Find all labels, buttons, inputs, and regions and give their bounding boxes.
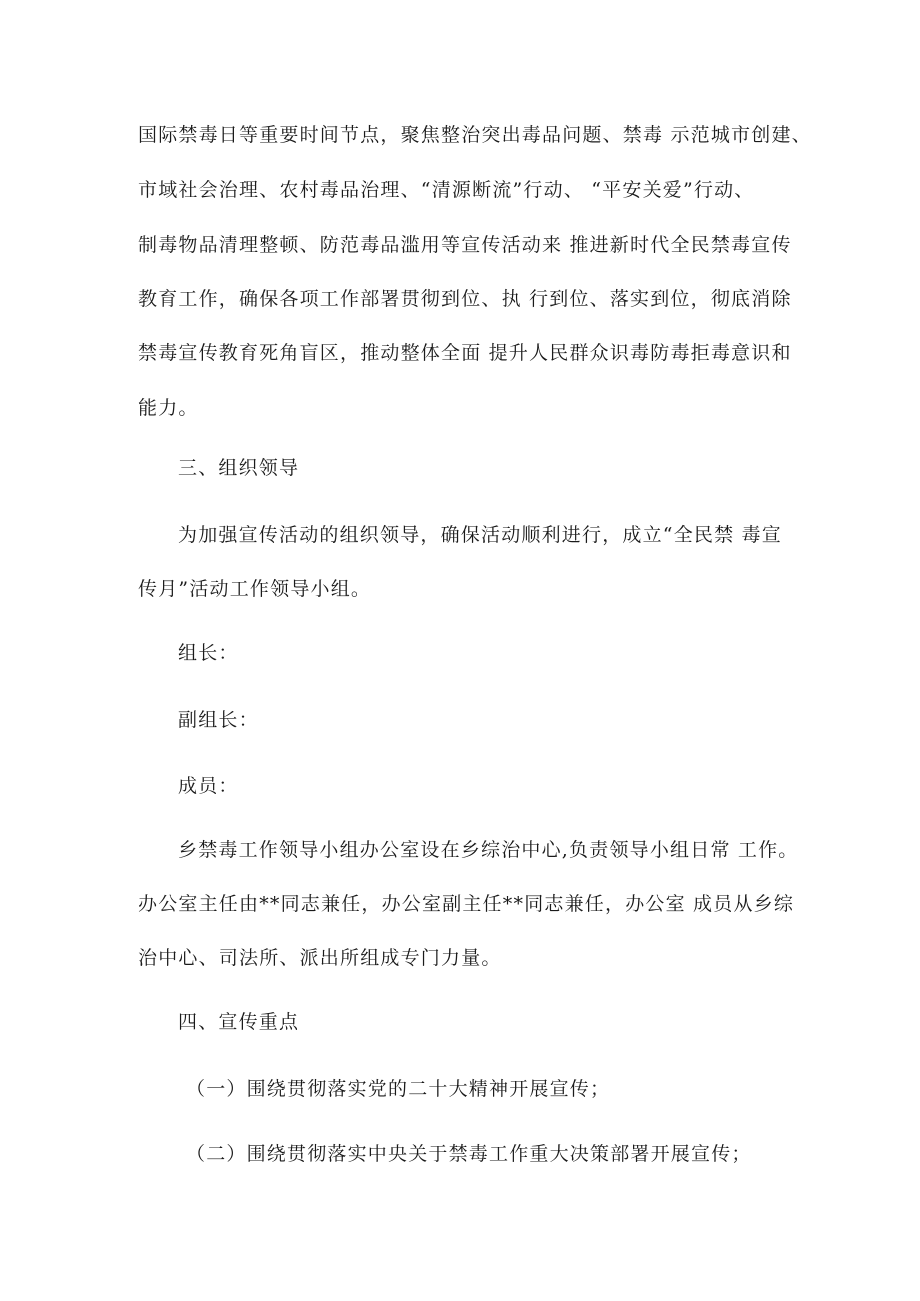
members-label: 成员： <box>178 775 239 797</box>
section-3-line-2: 传月”活动工作领导小组。 <box>138 578 372 600</box>
section-3-heading: 三、组织领导 <box>178 457 300 479</box>
intro-line-3: 制毒物品清理整顿、防范毒品滥用等宣传活动来 推进新时代全民禁毒宣传 <box>138 234 792 256</box>
focus-item-2: （二）围绕贯彻落实中央关于禁毒工作重大决策部署开展宣传； <box>186 1143 752 1165</box>
intro-line-2: 市域社会治理、农村毒品治理、“清源断流”行动、 “平安关爱”行动、 <box>138 179 755 201</box>
leader-label: 组长： <box>178 642 239 664</box>
intro-line-6: 能力。 <box>138 397 199 419</box>
section-4-heading: 四、宣传重点 <box>178 1011 300 1033</box>
office-line-2: 办公室主任由**同志兼任，办公室副主任**同志兼任，办公室 成员从乡综 <box>138 893 795 915</box>
intro-line-5: 禁毒宣传教育死角盲区，推动整体全面 提升人民群众识毒防毒拒毒意识和 <box>138 342 792 364</box>
focus-item-1: （一）围绕贯彻落实党的二十大精神开展宣传； <box>186 1078 611 1100</box>
deputy-leader-label: 副组长： <box>178 709 259 731</box>
office-line-3: 治中心、司法所、派出所组成专门力量。 <box>138 947 502 969</box>
section-3-line-1: 为加强宣传活动的组织领导，确保活动顺利进行，成立“全民禁 毒宣 <box>178 524 782 546</box>
office-line-1: 乡禁毒工作领导小组办公室设在乡综治中心,负责领导小组日常 工作。 <box>178 839 799 861</box>
intro-line-1: 国际禁毒日等重要时间节点，聚焦整治突出毒品问题、禁毒 示范城市创建、 <box>138 124 812 146</box>
intro-line-4: 教育工作，确保各项工作部署贯彻到位、执 行到位、落实到位，彻底消除 <box>138 288 792 310</box>
